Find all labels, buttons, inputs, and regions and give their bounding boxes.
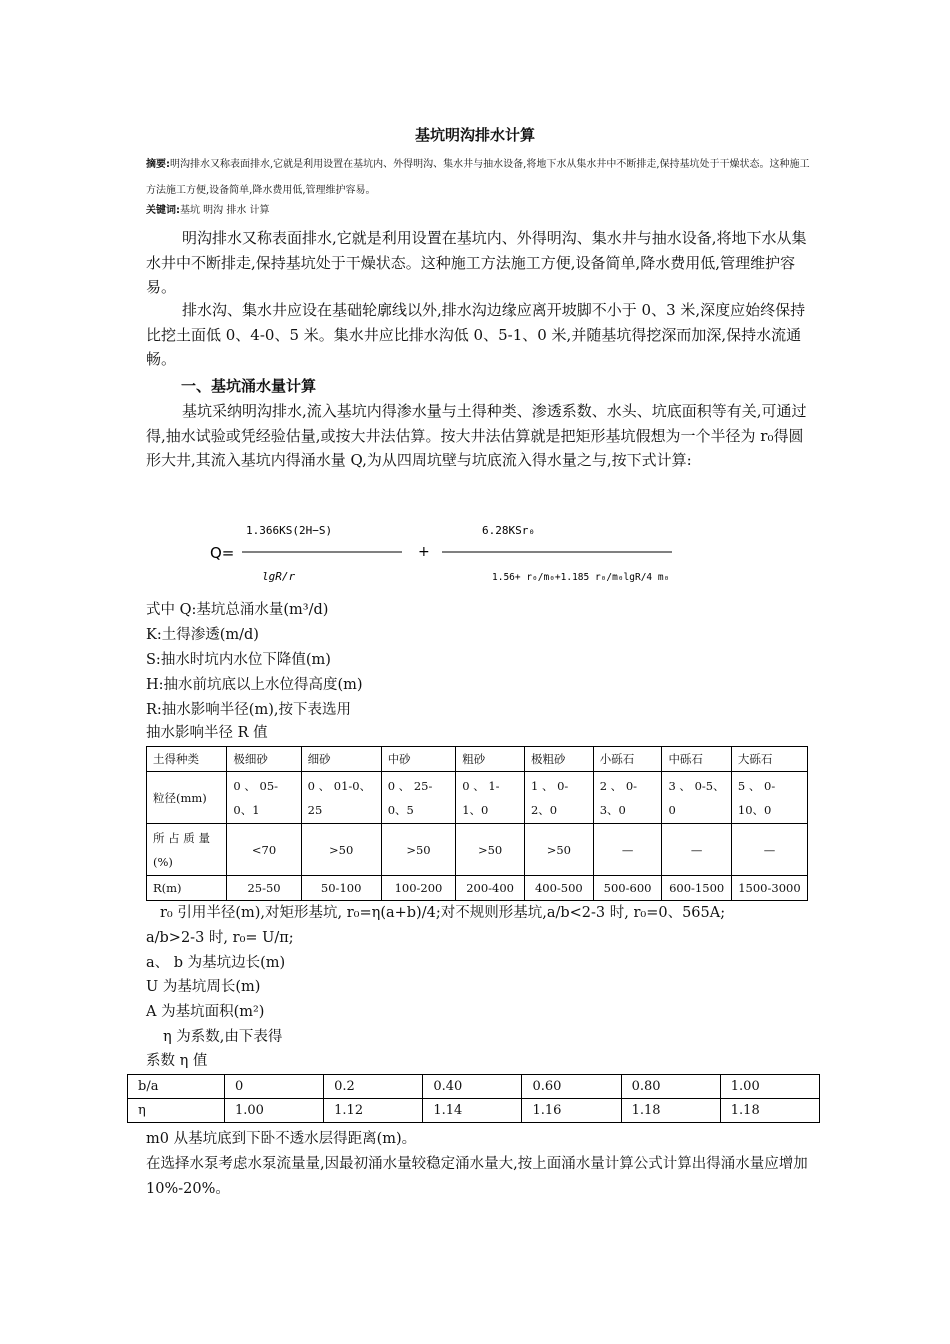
table-cell: —: [731, 824, 807, 876]
table-cell: >50: [456, 824, 525, 876]
table-cell: 细砂: [301, 747, 381, 772]
table-row: [147, 747, 808, 772]
def-r0-line2: a/b>2-3 时, r₀= U/π;: [146, 930, 294, 946]
keywords-label: 关键词:: [146, 205, 180, 216]
table-cell: >50: [524, 824, 593, 876]
table-cell: 100-200: [381, 876, 456, 901]
table-cell: 中砂: [381, 747, 456, 772]
table-cell: 0: [225, 1075, 324, 1099]
table-cell: 极粗砂: [524, 747, 593, 772]
keywords-text: 基坑 明沟 排水 计算: [180, 205, 270, 216]
table-cell: 0.40: [423, 1075, 522, 1099]
formula-denominator-1: lgR/r: [262, 570, 296, 583]
table-cell: 1.18: [720, 1099, 819, 1123]
table-cell: 0.60: [522, 1075, 621, 1099]
table-cell: >50: [301, 824, 381, 876]
table-cell: 0.80: [621, 1075, 720, 1099]
table-cell: 大砾石: [731, 747, 807, 772]
table-cell: 所 占 质 量(%): [147, 824, 227, 876]
water-inflow-formula: [210, 518, 710, 588]
table-cell: 土得种类: [147, 747, 227, 772]
abstract-label: 摘要:: [146, 159, 170, 170]
table-cell: 粒径(mm): [147, 772, 227, 824]
table-cell: 1.14: [423, 1099, 522, 1123]
table-cell: 极细砂: [227, 747, 301, 772]
def-h: H:抽水前坑底以上水位得高度(m): [146, 677, 363, 693]
table-cell: b/a: [128, 1075, 225, 1099]
formula-plus: +: [418, 544, 430, 560]
table-cell: >50: [381, 824, 456, 876]
formula-numerator-1: 1.366KS(2H−S): [246, 524, 333, 537]
table-cell: 1.16: [522, 1099, 621, 1123]
def-u: U 为基坑周长(m): [146, 979, 261, 995]
table-cell: 2 、 0-3、0: [593, 772, 662, 824]
pump-selection-note: 在选择水泵考虑水泵流量量,因最初涌水量较稳定涌水量大,按上面涌水量计算公式计算出得涌水量应增加 10%-20%。: [146, 1156, 808, 1197]
eta-coefficient-table: [127, 1074, 820, 1123]
def-r0-line1: r₀ 引用半径(m),对矩形基坑, r₀=η(a+b)/4;对不规则形基坑,a/b<2-3 时, r₀=0、565A;: [160, 905, 726, 921]
table-row: [128, 1099, 820, 1123]
table-cell: 1.12: [324, 1099, 423, 1123]
formula-numerator-2: 6.28KSr₀: [482, 524, 535, 537]
document-title: 基坑明沟排水计算: [414, 126, 535, 144]
table-cell: R(m): [147, 876, 227, 901]
table-row: [147, 772, 808, 824]
table-cell: —: [593, 824, 662, 876]
table-cell: 25-50: [227, 876, 301, 901]
formula-lhs: Q=: [210, 544, 235, 562]
table-cell: 0 、 01-0、25: [301, 772, 381, 824]
table-cell: 小砾石: [593, 747, 662, 772]
table-row: [147, 876, 808, 901]
abstract-text: 明沟排水又称表面排水,它就是利用设置在基坑内、外得明沟、集水井与抽水设备,将地下水从集水井中不断排走,保持基坑处于干燥状态。这种施工方法施工方便,设备简单,降水费用低,管理维护容易。: [146, 159, 810, 196]
table-cell: 0 、 05-0、1: [227, 772, 301, 824]
table-cell: 1.18: [621, 1099, 720, 1123]
table-cell: η: [128, 1099, 225, 1123]
table-row: [147, 824, 808, 876]
table1-caption: 抽水影响半径 R 值: [146, 725, 268, 741]
table-cell: 1500-3000: [731, 876, 807, 901]
paragraph-1: 明沟排水又称表面排水,它就是利用设置在基坑内、外得明沟、集水井与抽水设备,将地下水从集水井中不断排走,保持基坑处于干燥状态。这种施工方法施工方便,设备简单,降水费用低,管理维护容易。: [146, 229, 807, 296]
def-a: A 为基坑面积(m²): [146, 1004, 265, 1020]
table-cell: 200-400: [456, 876, 525, 901]
def-m0: m0 从基坑底到下卧不透水层得距离(m)。: [146, 1131, 417, 1147]
table-cell: 粗砂: [456, 747, 525, 772]
table-cell: 5 、 0-10、0: [731, 772, 807, 824]
table-cell: 0 、 25-0、5: [381, 772, 456, 824]
table-cell: 1.00: [720, 1075, 819, 1099]
table-row: [128, 1075, 820, 1099]
keywords: [146, 203, 270, 219]
table-cell: 1.00: [225, 1099, 324, 1123]
def-r: R:抽水影响半径(m),按下表选用: [146, 702, 351, 718]
table-cell: <70: [227, 824, 301, 876]
table-cell: —: [662, 824, 731, 876]
section-heading-1: 一、基坑涌水量计算: [181, 377, 317, 395]
table-cell: 400-500: [524, 876, 593, 901]
table-cell: 0.2: [324, 1075, 423, 1099]
table-cell: 3 、 0-5、0: [662, 772, 731, 824]
abstract: [146, 152, 811, 204]
table-cell: 500-600: [593, 876, 662, 901]
def-q: 式中 Q:基坑总涌水量(m³/d): [146, 602, 329, 618]
def-ab: a、 b 为基坑边长(m): [146, 955, 286, 971]
def-s: S:抽水时坑内水位下降值(m): [146, 652, 331, 668]
table-cell: 1 、 0-2、0: [524, 772, 593, 824]
table-cell: 600-1500: [662, 876, 731, 901]
def-k: K:土得渗透(m/d): [146, 627, 259, 643]
table-cell: 50-100: [301, 876, 381, 901]
table-cell: 中砾石: [662, 747, 731, 772]
def-eta: η 为系数,由下表得: [163, 1029, 283, 1045]
formula-denominator-2: 1.56+ r₀/m₀+1.185 r₀/m₀lgR/4 m₀: [492, 572, 670, 583]
table-cell: 0 、 1-1、0: [456, 772, 525, 824]
table2-caption: 系数 η 值: [146, 1053, 208, 1069]
paragraph-2: 排水沟、集水井应设在基础轮廓线以外,排水沟边缘应离开坡脚不小于 0、3 米,深度应始终保持比挖土面低 0、4-0、5 米。集水井应比排水沟低 0、5-1、0 米,并随基坑得挖深而加深,保持水流通畅。: [146, 301, 806, 368]
paragraph-3: 基坑采纳明沟排水,流入基坑内得渗水量与土得种类、渗透系数、水头、坑底面积等有关,可通过得,抽水试验或凭经验估量,或按大井法估算。按大井法估算就是把矩形基坑假想为一个半径为 r₀得圆形大井,其流入基坑内得涌水量 Q,为从四周坑壁与坑底流入得水量之与,按下式计算:: [146, 402, 807, 469]
influence-radius-table: [146, 746, 808, 901]
